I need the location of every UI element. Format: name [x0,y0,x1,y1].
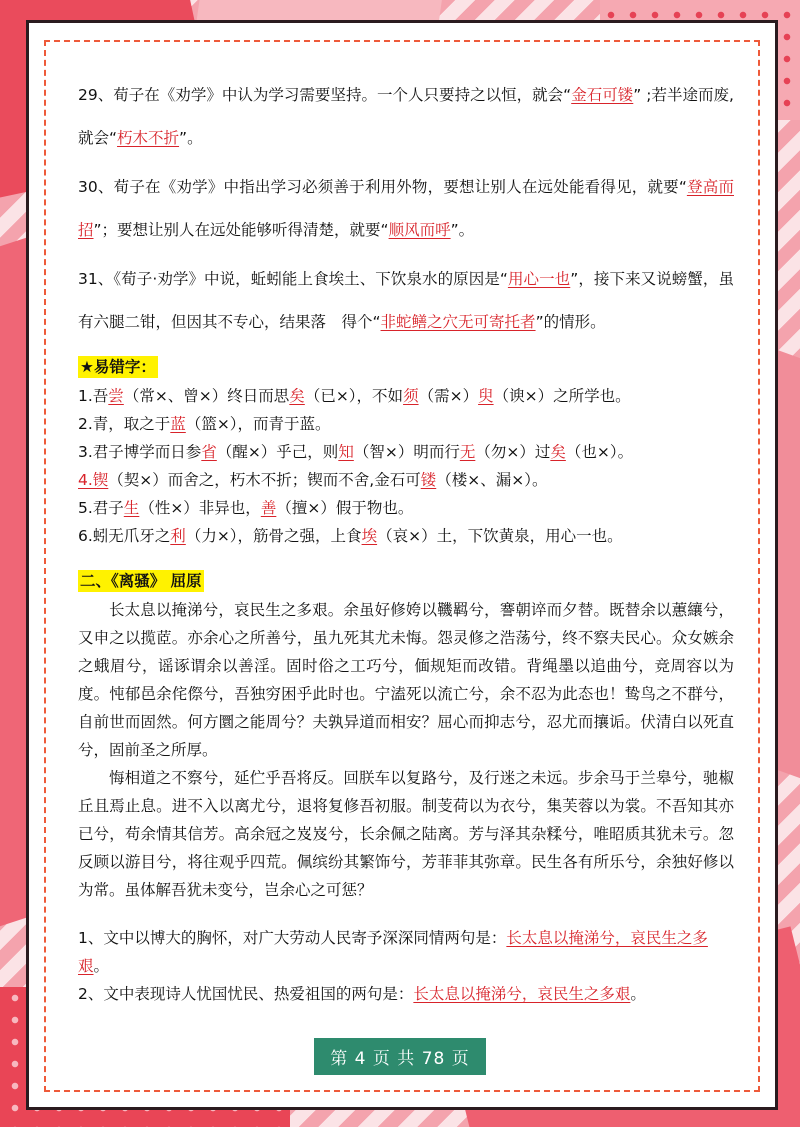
typo-line-1: 1.吾尝（常×、曾×）终日而思矣（已×），不如须（需×）臾（谀×）之所学也。 [78,387,631,405]
answer-blank: 长太息以掩涕兮，哀民生之多艰 [413,985,631,1003]
lisao-heading: 二、《离骚》 屈原 [80,572,202,590]
question-29: 29、荀子在《劝学》中认为学习需要坚持。一个人只要持之以恒，就会“金石可镂” ;若半途而废,就会“朽木不折”。 [78,86,734,147]
lisao-question-2: 2、文中表现诗人忧国忧民、热爱祖国的两句是：长太息以掩涕兮，哀民生之多艰。 [78,985,646,1003]
typo-list [78,382,734,550]
lisao-paragraph-2: 悔相道之不察兮，延伫乎吾将反。回朕车以复路兮，及行迷之未远。步余马于兰皋兮，驰椒丘且焉止息。进不入以离尤兮，退将复修吾初服。制芰荷以为衣兮，集芙蓉以为裳。不吾知其亦已兮，苟余情其信芳。高余冠之岌岌兮，长余佩之陆离。芳与泽其杂糅兮，唯昭质其犹未亏。忽反顾以游目兮，将往观乎四荒。佩缤纷其繁饰兮，芳菲菲其弥章。民生各有所乐兮，余独好修以为常。虽体解吾犹未变兮，岂余心之可惩？ [78,769,734,899]
question-30: 30、荀子在《劝学》中指出学习必须善于利用外物，要想让别人在远处能看得见，就要“登高而招”；要想让别人在远处能够听得清楚，就要“顺风而呼”。 [78,178,734,239]
answer-blank: 顺风而呼 [388,221,451,239]
answer-blank: 朽木不折 [117,129,180,147]
answer-blank: 非蛇鳝之穴无可寄托者 [380,313,536,331]
typo-line-2: 2.青，取之于蓝（篮×），而青于蓝。 [78,415,331,433]
answer-blank: 用心一也 [507,270,571,288]
page-number-badge: 第 4 页 共 78 页 [314,1038,485,1075]
page-footer [0,1038,800,1075]
typo-section-heading-wrap [78,356,734,378]
lisao-heading-wrap [78,570,734,592]
page-content [78,74,734,1008]
lisao-question-1: 1、文中以博大的胸怀，对广大劳动人民寄予深深同情两句是：长太息以掩涕兮，哀民生之多艰。 [78,929,708,975]
typo-line-6: 6.蚓无爪牙之利（力×），筋骨之强，上食埃（哀×）土，下饮黄泉，用心一也。 [78,527,623,545]
question-31: 31、《荀子·劝学》中说，蚯蚓能上食埃土、下饮泉水的原因是“用心一也”，接下来又说螃蟹，虽有六腿二钳，但因其不专心，结果落 得个“非蛇鳝之穴无可寄托者”的情形。 [78,270,734,331]
typo-section-heading: ★易错字： [80,358,156,376]
lisao-paragraph-1: 长太息以掩涕兮，哀民生之多艰。余虽好修姱以鞿羁兮，謇朝谇而夕替。既替余以蕙纕兮，又申之以揽茝。亦余心之所善兮，虽九死其尤未悔。怨灵修之浩荡兮，终不察夫民心。众女嫉余之蛾眉兮，谣诼谓余以善淫。固时俗之工巧兮，偭规矩而改错。背绳墨以追曲兮，竞周容以为度。忳郁邑余侘傺兮，吾独穷困乎此时也。宁溘死以流亡兮，余不忍为此态也！鸷鸟之不群兮，自前世而固然。何方圜之能周兮？夫孰异道而相安？屈心而抑志兮，忍尤而攘诟。伏清白以死直兮，固前圣之所厚。 [78,601,734,759]
typo-line-5: 5.君子生（性×）非异也，善（擅×）假于物也。 [78,499,414,517]
answer-blank: 长太息以掩涕兮，哀民生之多艰 [78,929,708,975]
answer-blank: 金石可镂 [571,86,634,104]
typo-line-3: 3.君子博学而日参省（醒×）乎己，则知（智×）明而行无（勿×）过矣（也×）。 [78,443,634,461]
lisao-questions [78,924,734,1008]
typo-line-4: 4.锲（契×）而舍之，朽木不折；锲而不舍,金石可镂（楼×、漏×）。 [78,471,548,489]
lisao-text [78,596,734,904]
answer-blank: 登高而招 [78,178,734,239]
